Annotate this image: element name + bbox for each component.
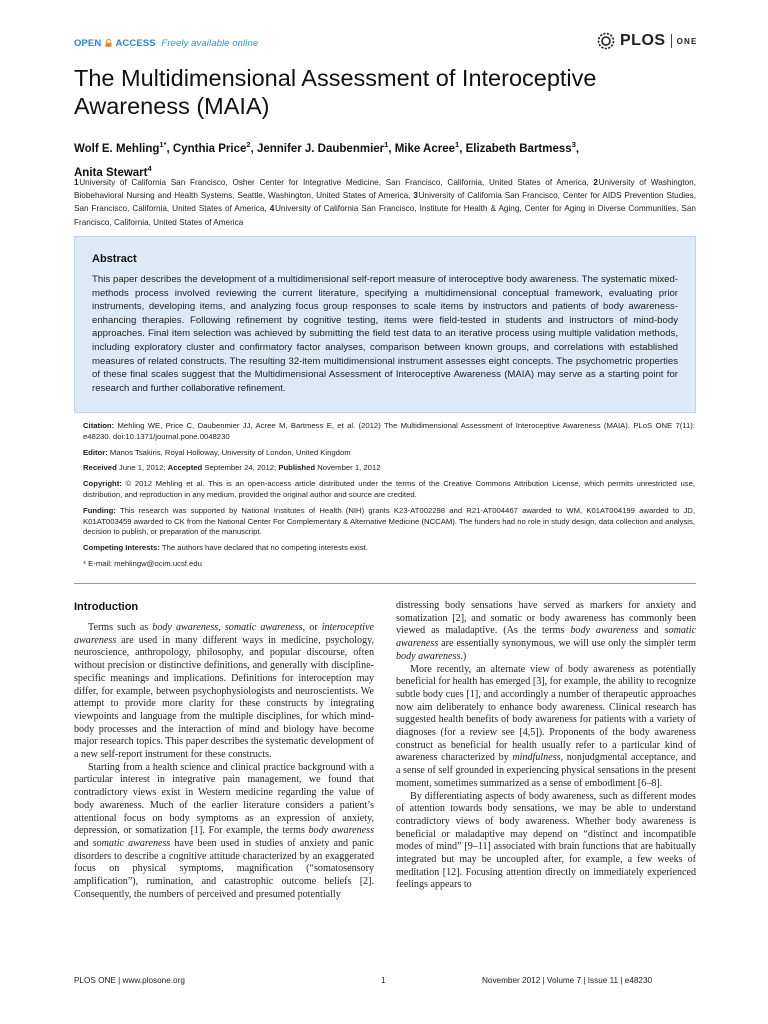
- right-column: [396, 600, 696, 892]
- affil-text: University of California San Francisco, Center for AIDS Prevention Studies, San Francisco, California, United States of America,: [74, 191, 697, 214]
- author: Anita Stewart$^4$: [74, 163, 152, 179]
- abstract-text: This paper describes the development of a multidimensional self-report measure of interoceptive body awareness. The systematic mixed-methods process involved reviewing the current literature, specifying a multidimensional conceptual framework, evaluating prior instruments, developing items, and analyzing focus group responses to scale items by instructors and patients of body awareness-enhancing therapies. Following refinement by cognitive testing, items were field-tested in students and instructors of mind-body approaches. Final item selection was achieved by submitting the field test data to an iterative process using multiple validation methods, including exploratory cluster and confirmatory factor analyses, comparison between known groups, and correlations with established measures of related constructs. The resulting 32-item multidimensional instrument assesses eight concepts. The psychometric properties of these final scales suggest that the Multidimensional Assessment of Interoceptive Awareness (MAIA) may serve as a starting point for research and further collaborative refinement.: [92, 274, 678, 394]
- paragraph: distressing body sensations have served as markers for anxiety and somatization [2], and somatic or body awareness has commonly been viewed as maladaptive. (As the terms body awareness and somatic awareness are essentially synonymous, we will use only the simpler term body awareness.): [396, 600, 696, 662]
- access-label: ACCESS: [115, 38, 156, 49]
- footer-journal: PLOS ONE | www.plosone.org: [74, 976, 185, 985]
- paragraph: Starting from a health science and clinical practice background with a particular interest in integrative pain management, we found that contradictory views exist in Western medicine regarding the value of body awareness. Much of the earlier literature considers a patient’s attentional focus on body symptoms as an expression of anxiety, depression, or somatization [1]. For example, the terms body awareness and somatic awareness have been used in studies of anxiety and panic disorders to describe a cognitive attitude characterized by an exaggerated focus on physical symptoms, magnification (“somatosensory amplification”), rumination, and catastrophic outcome beliefs [2]. Consequently, the numbers of perceived and presumed potentially: [74, 761, 374, 900]
- author: Mike Acree$^1$: [394, 140, 460, 155]
- author: Jennifer J. Daubenmier$^1$: [256, 140, 389, 155]
- author-list: Wolf E. Mehling$^{1*}$, Cynthia Price$^2$, Jennifer J. Daubenmier$^1$, Mike Acree$^1$, Elizabeth Bartmess$^3$, Anita Stewart$^4$: [74, 140, 580, 179]
- left-column: [74, 622, 374, 901]
- plos-logo-icon: [596, 31, 616, 51]
- email: * E-mail: mehlingw@ocim.ucsf.edu: [83, 558, 202, 568]
- abstract-box: [74, 236, 696, 413]
- logo-divider: [671, 34, 672, 48]
- open-label: OPEN: [74, 38, 102, 49]
- author: Cynthia Price$^2$: [172, 140, 251, 155]
- introduction-heading: Introduction: [74, 601, 139, 613]
- footer-issue: November 2012 | Volume 7 | Issue 11 | e48230: [482, 976, 653, 985]
- plos-wordmark: PLOS: [620, 32, 666, 49]
- affil-number: 1: [74, 178, 79, 187]
- affil-text: University of Washington, Biobehavioral Nursing and Health Systems, Seattle, Washington, United States of America,: [74, 178, 697, 201]
- affil-number: 4: [269, 204, 275, 214]
- author: Wolf E. Mehling$^{1*}$: [74, 140, 167, 155]
- freely-available-label: Freely available online: [161, 38, 259, 49]
- open-access-banner: [74, 38, 258, 49]
- affil-text: University of California San Francisco, Osher Center for Integrative Medicine, San Francisco, California, United States of America,: [79, 178, 589, 187]
- dates: Received June 1, 2012; Accepted September 24, 2012; Published November 1, 2012: [83, 463, 381, 473]
- article-title: The Multidimensional Assessment of Interoceptive Awareness (MAIA): [74, 65, 597, 119]
- affil-number: 3: [413, 191, 418, 201]
- author: Elizabeth Bartmess$^3$: [465, 140, 576, 155]
- lock-icon: [105, 39, 112, 47]
- copyright: Copyright: © 2012 Mehling et al. This is an open-access article distributed under the terms of the Creative Commons Attribution License, which permits unrestricted use, distribution, and reproduction in any medium, provided the original author and source are credited.: [83, 479, 695, 499]
- funding: Funding: This research was supported by National Institutes of Health (NIH) grants K23-AT002298 and R21-AT004467 awarded to WM, K01AT004199 awarded to JD, K01AT003459 awarded to CK from the National Center For Complementary & Alternative Medicine (NCCAM). The funders had no role in study design, data collection and analysis, decision to publish, or preparation of the manuscript.: [83, 505, 695, 537]
- paragraph: Terms such as body awareness, somatic awareness, or interoceptive awareness are used in many different ways in medicine, psychology, neuroscience, anthropology, philosophy, and popular discourse, often without precision or distinctive definitions, and generally with discipline-specific meanings and implications. Definitions for interoception may differ, for example, between psychophysiologists and neuroscientists. We attempt to provide more clarity for these constructs by integrating viewpoints and language from the multiple disciplines, for which mind-body processes and the interaction of mind and biology have become major research topics. This paper describes the systematic development of a new self-report instrument for these constructs.: [74, 622, 375, 761]
- affil-number: 2: [593, 178, 598, 187]
- page-number: 1: [381, 976, 386, 985]
- one-wordmark: ONE: [676, 36, 698, 46]
- paragraph: By differentiating aspects of body awareness, such as different modes of attention towards body sensations, we may be able to understand contradictory views of body awareness. Whether body awareness is beneficial or maladaptive may depend on “distinct and incompatible modes of mind” [9–11] associated with brain functions that are habitually integrated but may be uncoupled after, for example, a few weeks of meditation [12]. Focusing attention directly on immediately experienced feelings appears to: [396, 790, 696, 891]
- plos-one-logo: [596, 31, 698, 51]
- editor: Editor: Manos Tsakiris, Royal Holloway, University of London, United Kingdom: [83, 447, 351, 457]
- abstract-heading: Abstract: [92, 253, 137, 265]
- paragraph: More recently, an alternate view of body awareness as potentially beneficial for health has emerged [3], for example, the ability to recognize subtle body cues [1], and accordingly a number of therapeutic approaches now aim deliberately to enhance body awareness. Clinical research has suggested health benefits of body awareness for patients with a variety of diagnoses (for a review see [4,5]). Proponents of the body awareness construct as beneficial for health usually refer to a particular kind of awareness characterized by mindfulness, nonjudgmental acceptance, and a sense of self grounded in experiencing physical sensations in the present moment, sometimes summarized as a sense of embodiment [6–8].: [396, 663, 696, 789]
- citation: Citation: Mehling WE, Price C, Daubenmier JJ, Acree M, Bartmess E, et al. (2012) The Multidimensional Assessment of Interoceptive Awareness (MAIA). PLoS ONE 7(11): e48230. doi:10.1371/journal.pone.0048230: [83, 421, 695, 441]
- affiliations: [74, 176, 696, 229]
- competing-interests: Competing Interests: The authors have declared that no competing interests exist.: [83, 543, 368, 553]
- affil-text: University of California San Francisco, Institute for Health & Aging, Center for Aging in Diverse Communities, San Francisco, California, United States of America: [74, 204, 696, 227]
- article-metadata: [83, 421, 695, 575]
- section-divider: [74, 583, 696, 584]
